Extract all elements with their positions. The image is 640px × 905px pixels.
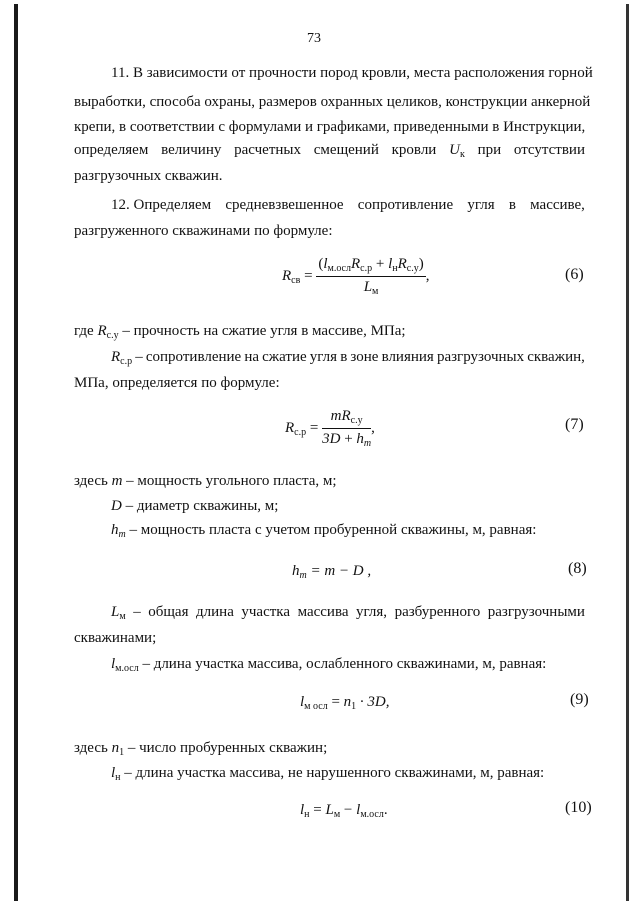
symbol-Rcp: $R_{с.р}$ xyxy=(111,349,133,367)
word: длина xyxy=(196,604,234,620)
def-lmosl: $l_{м.осл}$ – длина участка массива, ослабленного скважинами, м, равная: xyxy=(111,656,547,674)
word: – xyxy=(135,349,143,365)
symbol-Uk: $U_к$ xyxy=(449,142,465,160)
word: разгрузочных xyxy=(436,349,525,365)
word: определяем xyxy=(74,142,149,158)
equation-number-6: (6) xyxy=(565,266,584,283)
equation-number-10: (10) xyxy=(565,799,592,816)
word: 12. Определяем xyxy=(111,197,212,213)
def-Rcp-line2: МПа, определяется по формуле: xyxy=(74,375,280,391)
word: отсутствии xyxy=(513,142,585,158)
equation-7: $R_{с.р}$ = $\frac{mR_{с.у}}{3D + h_m}$ , xyxy=(285,408,375,449)
word: участка xyxy=(241,604,291,620)
def-Lm-line1 xyxy=(111,603,585,623)
def-D: D – диаметр скважины, м; xyxy=(111,498,279,514)
symbol-Lm: $L_м$ xyxy=(111,604,126,622)
word: угля xyxy=(467,197,495,213)
word: в xyxy=(340,349,348,365)
word: на xyxy=(244,349,259,365)
word: угля xyxy=(309,349,338,365)
def-Rcp-line1 xyxy=(111,348,585,368)
p12-line2: разгруженного скважинами по формуле: xyxy=(74,223,333,239)
word: разгрузочными xyxy=(487,604,585,620)
word: сопротивление xyxy=(357,197,454,213)
word: смещений xyxy=(313,142,379,158)
equation-number-8: (8) xyxy=(568,560,587,577)
word: влияния xyxy=(381,349,434,365)
word: – xyxy=(133,604,141,620)
p11-line3: крепи, в соответствии с формулами и графиками, приведенными в Инструкции, xyxy=(74,119,586,135)
word: при xyxy=(477,142,502,158)
word: кровли xyxy=(391,142,437,158)
equation-10: $l_н = L_м - l_{м.осл}$. xyxy=(300,802,388,820)
equation-9: $l_{м осл} = n_1 \cdot 3D$, xyxy=(300,694,390,712)
def-Lm-line2: скважинами; xyxy=(74,630,157,646)
p11-line2: выработки, способа охраны, размеров охранных целиков, конструкции анкерной xyxy=(74,94,591,110)
word: в xyxy=(508,197,516,213)
def-n1: здесь $n_1$ – число пробуренных скважин; xyxy=(74,740,328,758)
p11-line4 xyxy=(74,141,585,161)
page-number: 73 xyxy=(307,31,321,46)
word: сжатие xyxy=(262,349,307,365)
word: общая xyxy=(148,604,189,620)
word: массиве, xyxy=(530,197,585,213)
word: массива xyxy=(297,604,349,620)
def-m: здесь m – мощность угольного пласта, м; xyxy=(74,473,337,489)
def-Rcy: где $R_{с.у}$ – прочность на сжатие угля в массиве, МПа; xyxy=(74,323,406,341)
word: средневзвешенное xyxy=(225,197,344,213)
equation-number-9: (9) xyxy=(570,691,589,708)
p11-line1: 11. В зависимости от прочности пород кровли, места расположения горной xyxy=(111,65,593,81)
equation-8: $h_m = m - D$ , xyxy=(292,563,372,581)
word: скважин, xyxy=(527,349,585,365)
word: расчетных xyxy=(234,142,301,158)
p12-line1 xyxy=(111,196,585,214)
word: величину xyxy=(161,142,222,158)
word: угля, xyxy=(356,604,388,620)
equation-6: $R_{св}$ = $\frac{(l_{м.осл}R_{с.р} + l_нR_{с.у})}{L_м}$ , xyxy=(282,256,430,297)
def-ln: $l_н$ – длина участка массива, не нарушенного скважинами, м, равная: xyxy=(111,765,545,783)
word: зоне xyxy=(350,349,379,365)
word: сопротивление xyxy=(145,349,242,365)
def-hm: $h_m$ – мощность пласта с учетом пробуренной скважины, м, равная: xyxy=(111,522,537,540)
p11-line5: разгрузочных скважин. xyxy=(74,168,223,184)
equation-number-7: (7) xyxy=(565,416,584,433)
word: разбуренного xyxy=(394,604,481,620)
